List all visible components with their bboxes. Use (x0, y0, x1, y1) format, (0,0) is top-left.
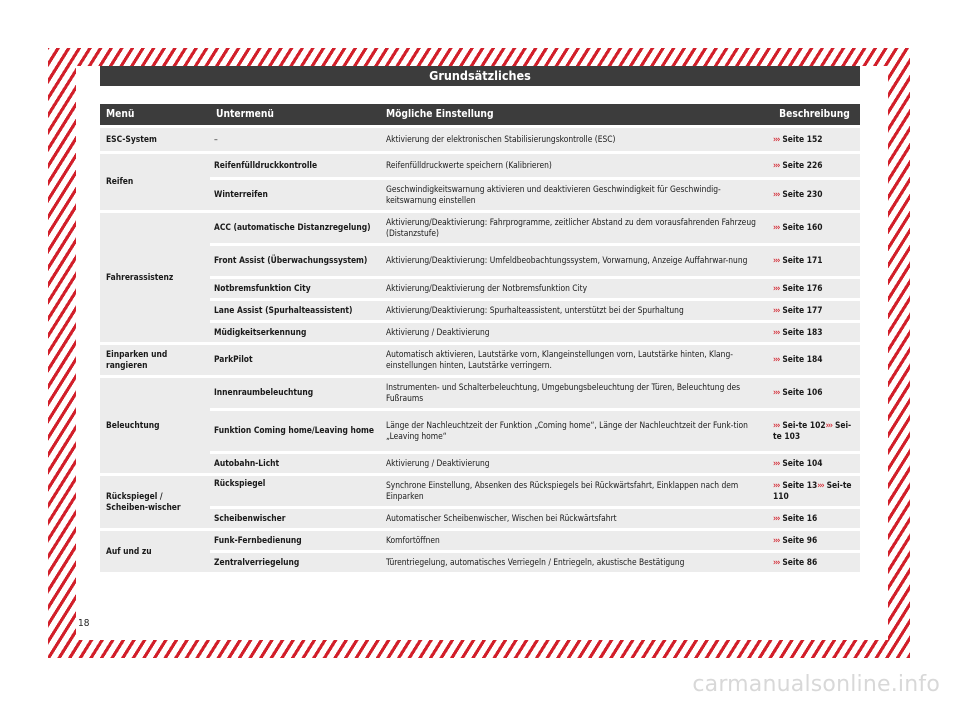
page-reference-link[interactable]: Seite 183 (782, 326, 823, 337)
table-row (100, 128, 860, 151)
menu-cell: Auf und zu (100, 531, 210, 572)
reference-cell (769, 411, 860, 451)
arrow-icon: ››› (773, 512, 780, 523)
reference-cell (769, 378, 860, 408)
menu-cell: ESC-System (100, 128, 210, 151)
page-reference-link[interactable]: Seite 96 (782, 534, 818, 545)
submenu-cell: Zentralverriegelung (210, 553, 380, 572)
reference-cell (769, 553, 860, 572)
arrow-icon: ››› (773, 387, 780, 398)
arrow-icon: ››› (773, 457, 780, 468)
setting-cell: Komfortöffnen (380, 531, 769, 550)
page-reference-link[interactable]: Seite 106 (782, 387, 823, 398)
page-reference-link[interactable]: Sei-te 102 (782, 419, 826, 430)
section-title: Grundsätzliches (100, 66, 860, 86)
submenu-cell: – (210, 128, 380, 151)
reference-cell (769, 180, 860, 210)
page-reference-link[interactable]: Seite 160 (782, 222, 823, 233)
page-reference-link[interactable]: Seite 152 (782, 133, 823, 144)
page-reference-link[interactable]: Seite 13 (782, 479, 818, 490)
submenu-cell: ACC (automatische Distanzregelung) (210, 213, 380, 243)
submenu-cell: Müdigkeitserkennung (210, 323, 380, 342)
page-reference-link[interactable]: Seite 86 (782, 556, 818, 567)
table-row (100, 213, 860, 243)
page-reference-link[interactable]: Sei-te 110 (773, 479, 852, 501)
submenu-cell: Winterreifen (210, 180, 380, 210)
setting-cell: Aktivierung / Deaktivierung (380, 454, 769, 473)
table-row (100, 180, 860, 210)
page-reference-link[interactable]: Seite 176 (782, 282, 823, 293)
menu-cell: Einparken und rangieren (100, 345, 210, 375)
submenu-cell: Rückspiegel (210, 476, 380, 506)
reference-cell (769, 213, 860, 243)
table-row (100, 553, 860, 572)
arrow-icon: ››› (825, 419, 832, 430)
submenu-cell: Funktion Coming home/Leaving home (210, 411, 380, 451)
reference-cell (769, 476, 860, 506)
setting-cell: Automatisch aktivieren, Lautstärke vorn, Klangeinstellungen vorn, Lautstärke hinten, Klang-einstellungen hinten, Lautstärke verringern. (380, 345, 769, 375)
header-submenu: Untermenü (210, 104, 380, 125)
setting-cell: Aktivierung der elektronischen Stabilisierungskontrolle (ESC) (380, 128, 769, 151)
table-row (100, 476, 860, 506)
header-menu: Menü (100, 104, 210, 125)
submenu-cell: Front Assist (Überwachungssystem) (210, 246, 380, 276)
arrow-icon: ››› (773, 255, 780, 266)
header-description: Beschreibung (769, 104, 860, 125)
table-row (100, 323, 860, 342)
table-row (100, 531, 860, 550)
arrow-icon: ››› (773, 479, 780, 490)
submenu-cell: Funk-Fernbedienung (210, 531, 380, 550)
arrow-icon: ››› (773, 282, 780, 293)
reference-cell (769, 345, 860, 375)
reference-cell (769, 154, 860, 177)
arrow-icon: ››› (773, 556, 780, 567)
setting-cell: Geschwindigkeitswarnung aktivieren und deaktivieren Geschwindigkeit für Geschwindig-keitswarnung einstellen (380, 180, 769, 210)
page-reference-link[interactable]: Seite 171 (782, 255, 823, 266)
menu-cell: Fahrerassistenz (100, 213, 210, 342)
reference-cell (769, 301, 860, 320)
submenu-cell: Reifenfülldruckkontrolle (210, 154, 380, 177)
table-row (100, 279, 860, 298)
page-reference-link[interactable]: Seite 104 (782, 457, 823, 468)
page-reference-link[interactable]: Sei-te 103 (773, 419, 852, 441)
arrow-icon: ››› (773, 534, 780, 545)
page-reference-link[interactable]: Seite 177 (782, 304, 823, 315)
table-row (100, 411, 860, 451)
table-row (100, 454, 860, 473)
arrow-icon: ››› (773, 189, 780, 200)
setting-cell: Türentriegelung, automatisches Verriegeln / Entriegeln, akustische Bestätigung (380, 553, 769, 572)
reference-cell (769, 531, 860, 550)
setting-cell: Aktivierung/Deaktivierung: Umfeldbeobachtungssystem, Vorwarnung, Anzeige Auffahrwar-nung (380, 246, 769, 276)
page-number: 18 (78, 618, 90, 629)
submenu-cell: Scheibenwischer (210, 509, 380, 528)
table-row (100, 378, 860, 408)
page-reference-link[interactable]: Seite 226 (782, 159, 823, 170)
arrow-icon: ››› (773, 222, 780, 233)
setting-cell: Länge der Nachleuchtzeit der Funktion „Coming home“, Länge der Nachleuchtzeit der Funk-tion „Leaving home“ (380, 411, 769, 451)
reference-cell (769, 279, 860, 298)
arrow-icon: ››› (773, 133, 780, 144)
submenu-cell: Innenraumbeleuchtung (210, 378, 380, 408)
reference-cell (769, 454, 860, 473)
arrow-icon: ››› (773, 419, 780, 430)
setting-cell: Reifenfülldruckwerte speichern (Kalibrieren) (380, 154, 769, 177)
table-row (100, 301, 860, 320)
header-setting: Mögliche Einstellung (380, 104, 769, 125)
submenu-cell: Autobahn-Licht (210, 454, 380, 473)
submenu-cell: ParkPilot (210, 345, 380, 375)
submenu-cell: Notbremsfunktion City (210, 279, 380, 298)
arrow-icon: ››› (817, 479, 824, 490)
setting-cell: Aktivierung/Deaktivierung: Spurhalteassistent, unterstützt bei der Spurhaltung (380, 301, 769, 320)
setting-cell: Automatischer Scheibenwischer, Wischen bei Rückwärtsfahrt (380, 509, 769, 528)
table-header-row (100, 104, 860, 125)
settings-table (100, 101, 860, 575)
reference-cell (769, 246, 860, 276)
reference-cell (769, 509, 860, 528)
setting-cell: Aktivierung / Deaktivierung (380, 323, 769, 342)
reference-cell (769, 323, 860, 342)
menu-cell: Reifen (100, 154, 210, 210)
page-reference-link[interactable]: Seite 184 (782, 354, 823, 365)
reference-cell (769, 128, 860, 151)
submenu-cell: Lane Assist (Spurhalteassistent) (210, 301, 380, 320)
table-row (100, 345, 860, 375)
menu-cell: Rückspiegel / Scheiben-wischer (100, 476, 210, 528)
table-row (100, 154, 860, 177)
table-row (100, 246, 860, 276)
setting-cell: Synchrone Einstellung, Absenken des Rückspiegels bei Rückwärtsfahrt, Einklappen nach dem Einparken (380, 476, 769, 506)
page-reference-link[interactable]: Seite 16 (782, 512, 818, 523)
setting-cell: Aktivierung/Deaktivierung: Fahrprogramme, zeitlicher Abstand zu dem vorausfahrenden Fahrzeug (Distanzstufe) (380, 213, 769, 243)
setting-cell: Aktivierung/Deaktivierung der Notbremsfunktion City (380, 279, 769, 298)
page-reference-link[interactable]: Seite 230 (782, 189, 823, 200)
table-row (100, 509, 860, 528)
watermark: carmanualsonline.info (692, 672, 940, 697)
arrow-icon: ››› (773, 354, 780, 365)
arrow-icon: ››› (773, 326, 780, 337)
arrow-icon: ››› (773, 159, 780, 170)
setting-cell: Instrumenten- und Schalterbeleuchtung, Umgebungsbeleuchtung der Türen, Beleuchtung des Fußraums (380, 378, 769, 408)
menu-cell: Beleuchtung (100, 378, 210, 473)
arrow-icon: ››› (773, 304, 780, 315)
